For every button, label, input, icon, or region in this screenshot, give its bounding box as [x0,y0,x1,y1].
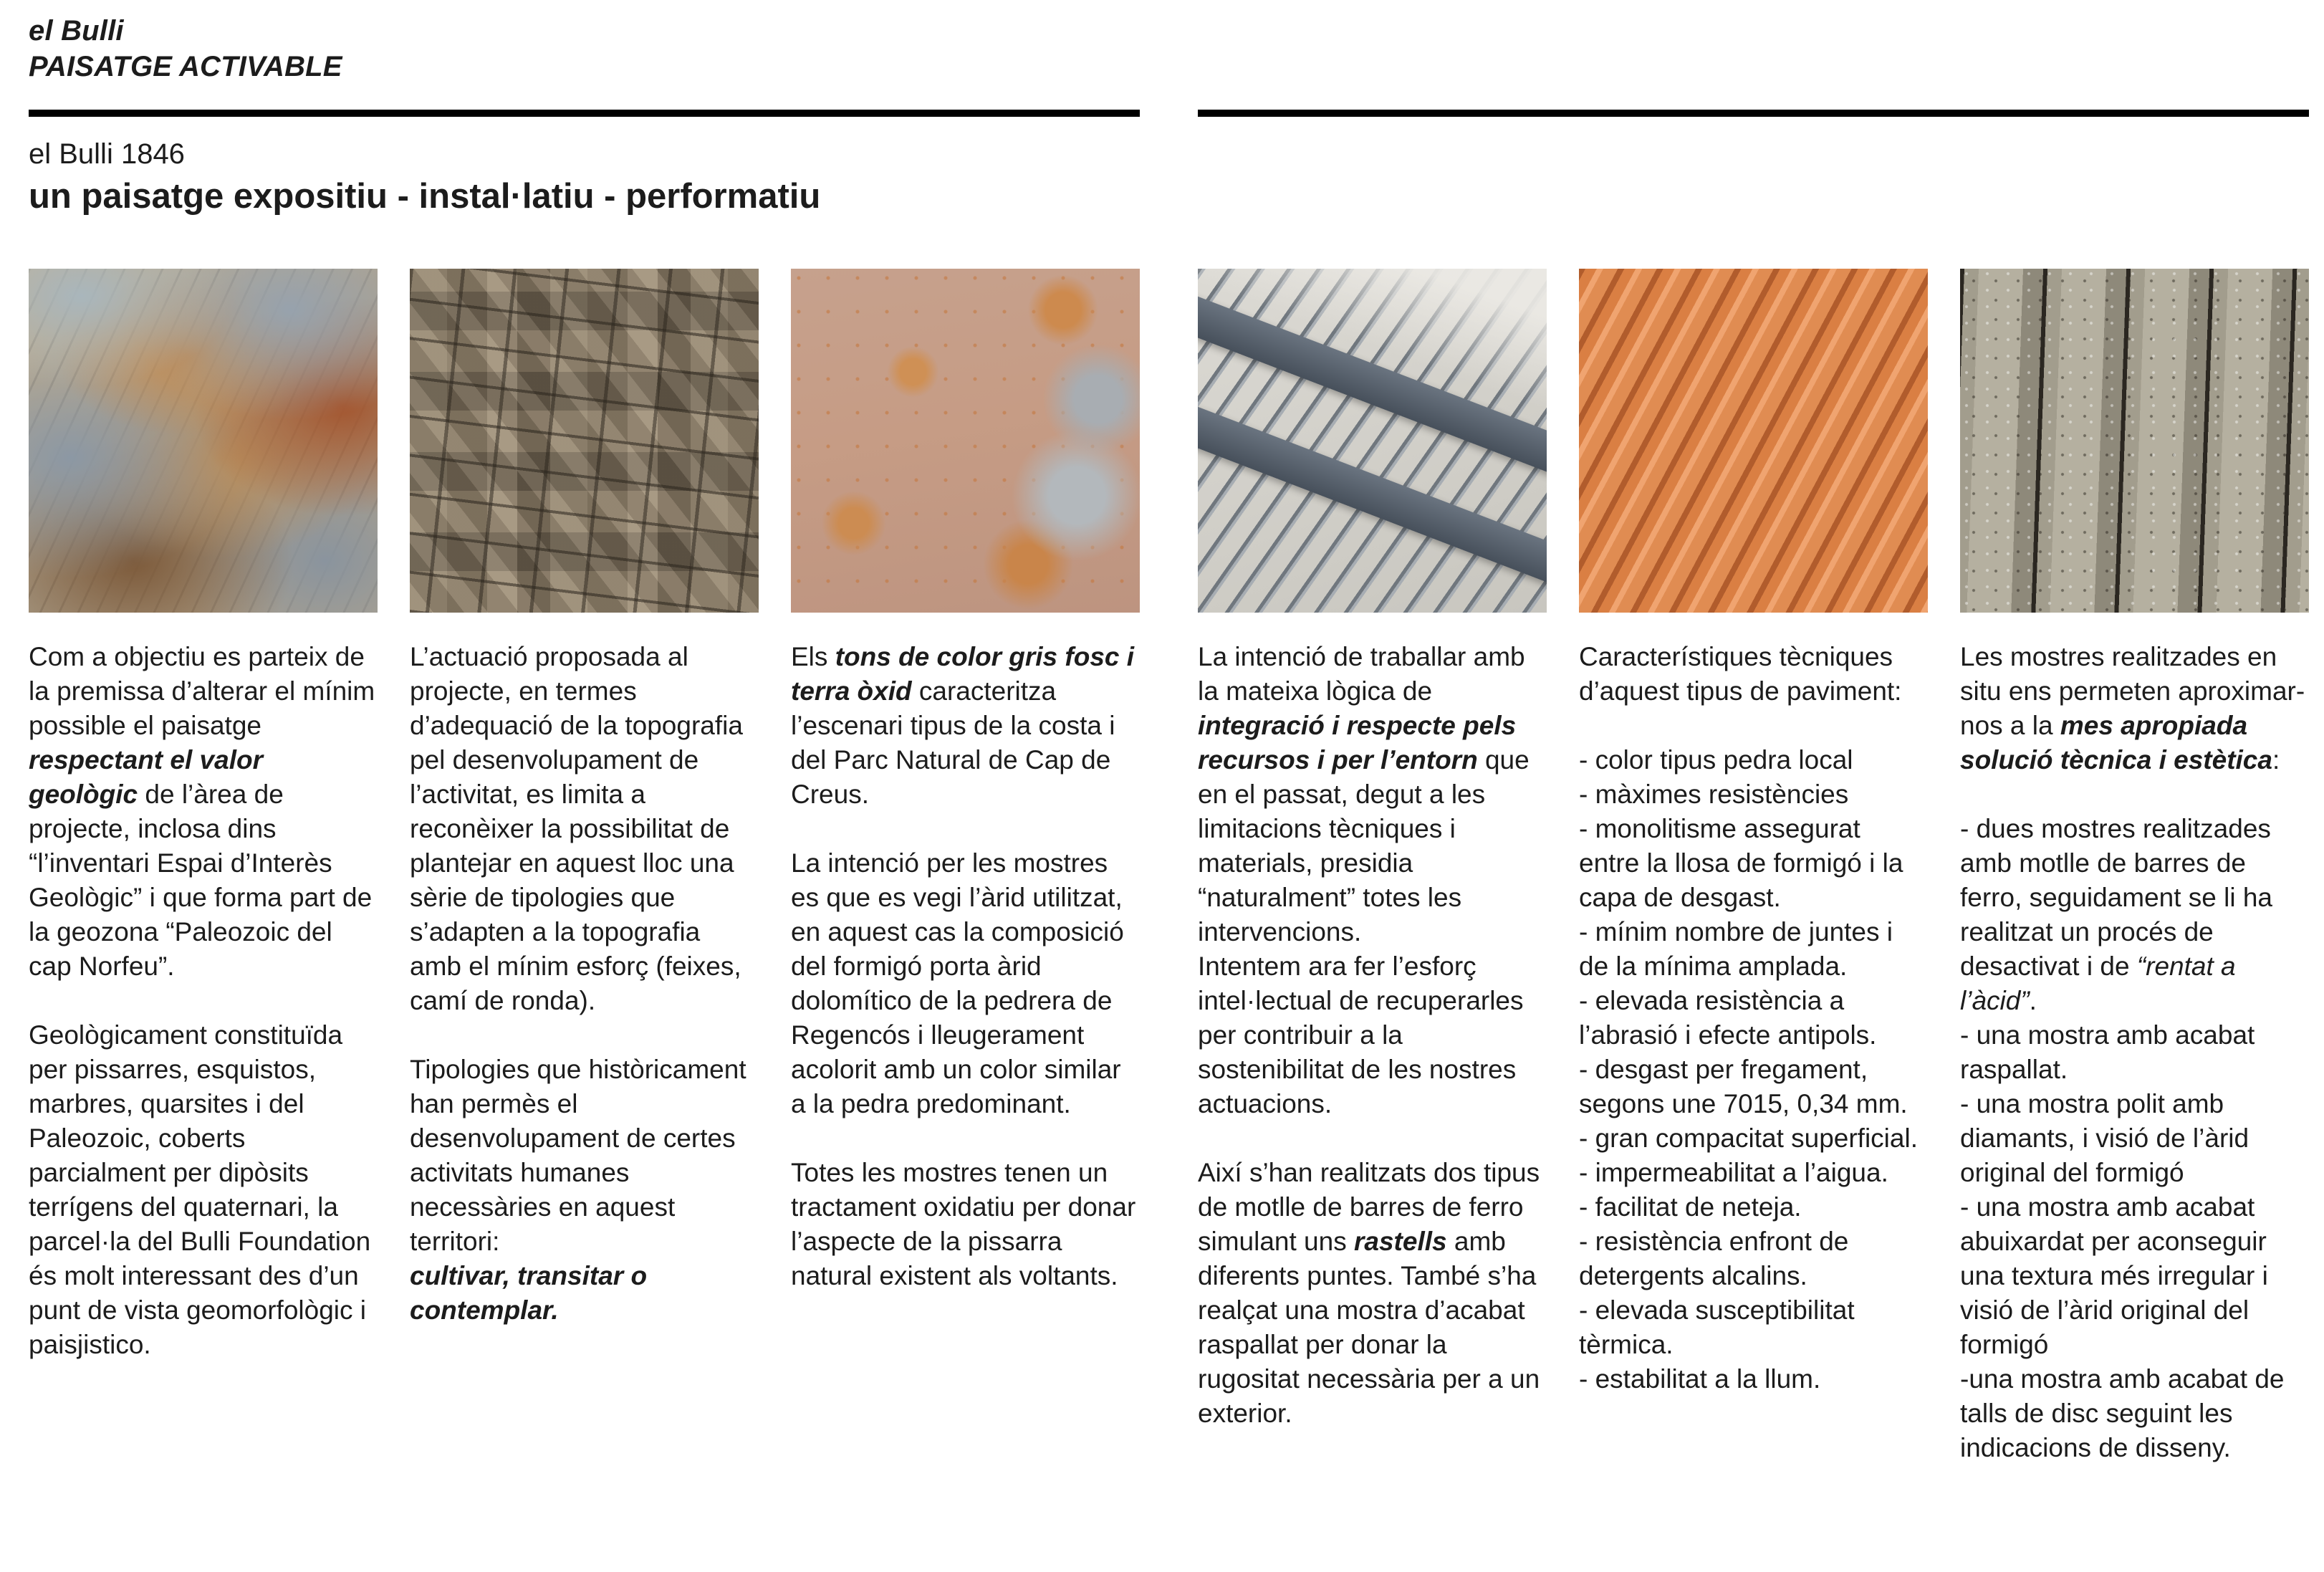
paragraph [1579,915,1928,984]
paragraph [1579,1053,1928,1121]
body-text: Tipologies que històricament han permès el desenvolupament de certes activitats humanes necessàries en aquest territori: [410,1055,746,1256]
project-name: el Bulli 1846 [29,138,185,170]
body-text: - una mostra amb acabat abuixardat per aconseguir una textura més irregular i visió de l’àrid original del formigó [1960,1192,2268,1359]
body-text: - elevada resistència a l’abrasió i efecte antipols. [1579,986,1877,1050]
paragraph [1579,812,1928,915]
text-column-4 [1198,640,1547,1465]
body-text: - mínim nombre de juntes i de la mínima amplada. [1579,917,1893,981]
paragraph [1579,1293,1928,1362]
body-text: Com a objectiu es parteix de la premissa d’alterar el mínim possible el paisatge [29,642,375,740]
paragraph [1960,1087,2309,1190]
body-text: - elevada susceptibilitat tèrmica. [1579,1295,1855,1359]
brand [29,13,342,85]
paragraph [791,846,1140,1121]
paragraph [1960,640,2309,777]
body-text: - estabilitat a la llum. [1579,1364,1821,1394]
body-text: de l’àrea de projecte, inclosa dins “l’inventari Espai d’Interès Geològic” i que forma part de la geozona “Paleozoic del cap Norfeu”. [29,780,373,981]
body-text: Geològicament constituïda per pissarres, esquistos, marbres, quarsites i del Paleozoic, coberts parcialment per dipòsits terrígens del quaternari, la parcel·la del Bulli Foundation és molt interessant des d’un punt de vista geomorfològic i paisjistico. [29,1020,371,1359]
divider-rule-left [29,110,1140,117]
body-text: - dues mostres realitzades amb motlle de barres de ferro, seguidament se li ha realitzat un procés de desactivat i de [1960,814,2273,981]
body-text: - resistència enfront de detergents alcalins. [1579,1227,1849,1290]
body-text: - facilitat de neteja. [1579,1192,1802,1222]
paragraph [410,640,759,1018]
body-text: Els [791,642,835,671]
page-title: un paisatge expositiu - instal·latiu - performatiu [29,177,821,216]
body-text: Intentem ara fer l’esforç intel·lectual de recuperarles per contribuir a la sostenibilitat de les nostres actuacions. [1198,952,1524,1118]
paragraph [1960,1018,2309,1087]
paragraph [1960,812,2309,1018]
paragraph [1960,1362,2309,1465]
text-column-2 [410,640,759,1362]
paragraph [29,640,378,984]
body-text: Les mostres realitzades en situ ens permeten aproximar-nos a la [1960,642,2305,740]
rock-outcrop-photo [29,269,378,613]
paragraph [1960,1190,2309,1362]
concrete-planks-photo [1960,269,2309,613]
emphasis-text: tons de color gris fosc i terra òxid [791,642,1135,706]
body-text: -una mostra amb acabat de talls de disc seguint les indicacions de disseny. [1960,1364,2285,1462]
paragraph [791,1156,1140,1293]
paragraph [1579,984,1928,1053]
body-text: - una mostra polit amb diamants, i visió de l’àrid original del formigó [1960,1089,2249,1187]
body-text: : [2272,745,2280,775]
body-text: Totes les mostres tenen un tractament oxidatiu per donar l’aspecte de la pissarra natural existent als voltants. [791,1158,1136,1290]
emphasis-text: mes apropiada solució tècnica i estètica [1960,711,2272,775]
paragraph [1579,1121,1928,1156]
emphasis-text: respectant el valor geològic [29,745,263,809]
paragraph [1579,743,1928,777]
emphasis-text: rastells [1354,1227,1447,1256]
body-text: amb diferents puntes. També s’ha realçat una mostra d’acabat raspallat per donar la rugositat necessària per a un exterior. [1198,1227,1540,1428]
body-text: - monolitisme assegurat entre la llosa de formigó i la capa de desgast. [1579,814,1903,912]
paragraph [1198,640,1547,1121]
body-text: - gran compacitat superficial. [1579,1123,1918,1153]
paragraph [1198,1156,1547,1431]
emphasis-text: integració i respecte pels recursos i per l’entorn [1198,711,1517,775]
oxidized-surface-photo [791,269,1140,613]
text-column-3 [791,640,1140,1328]
paragraph [1579,1224,1928,1293]
paragraph [410,1053,759,1328]
paragraph [1579,640,1928,709]
emphasis-text: cultivar, transitar o contemplar. [410,1261,648,1325]
body-text: La intenció de traballar amb la mateixa lògica de [1198,642,1525,706]
paragraph [1579,1190,1928,1224]
paragraph [1579,777,1928,812]
body-text: Així s’han realitzats dos tipus de motlle de barres de ferro simulant uns [1198,1158,1540,1256]
body-text: Característiques tècniques d’aquest tipus de paviment: [1579,642,1902,706]
body-text: La intenció per les mostres es que es vegi l’àrid utilitzat, en aquest cas la composició del formigó porta àrid dolomítico de la pedrera de Regencós i lleugerament acolorit amb un color similar a la pedra predominant. [791,848,1124,1118]
orange-ribbed-mould-photo [1579,269,1928,613]
body-text: caracteritza l’escenari tipus de la costa i del Parc Natural de Cap de Creus. [791,676,1115,809]
text-column-6 [1960,640,2309,1465]
brand-line2: PAISATGE ACTIVABLE [29,51,342,82]
brand-line1: el Bulli [29,15,124,47]
paragraph [29,1018,378,1362]
body-text: - màximes resistències [1579,780,1849,809]
italic-text: “rentat a l’àcid” [1960,952,2236,1015]
body-text: que en el passat, degut a les limitacions tècniques i materials, presidia “naturalment” totes les intervencions. [1198,745,1530,946]
steel-bar-mould-photo [1198,269,1547,613]
text-column-1 [29,640,378,1396]
body-text: - una mostra amb acabat raspallat. [1960,1020,2255,1084]
body-text: - impermeabilitat a l’aigua. [1579,1158,1888,1187]
paragraph [1579,1156,1928,1190]
body-text: . [2029,986,2037,1015]
divider-rule-right [1198,110,2309,117]
body-text: L’actuació proposada al projecte, en termes d’adequació de la topografia pel desenvolupament de l’activitat, es limita a reconèixer la possibilitat de plantejar en aquest lloc una sèrie de tipologies que s’adapten a la topografia amb el mínim esforç (feixes, camí de ronda). [410,642,743,1015]
paragraph [1579,1362,1928,1396]
dry-stone-wall-photo [410,269,759,613]
body-text: - color tipus pedra local [1579,745,1853,775]
body-text: - desgast per fregament, segons une 7015, 0,34 mm. [1579,1055,1908,1118]
paragraph [791,640,1140,812]
text-column-5 [1579,640,1928,1396]
